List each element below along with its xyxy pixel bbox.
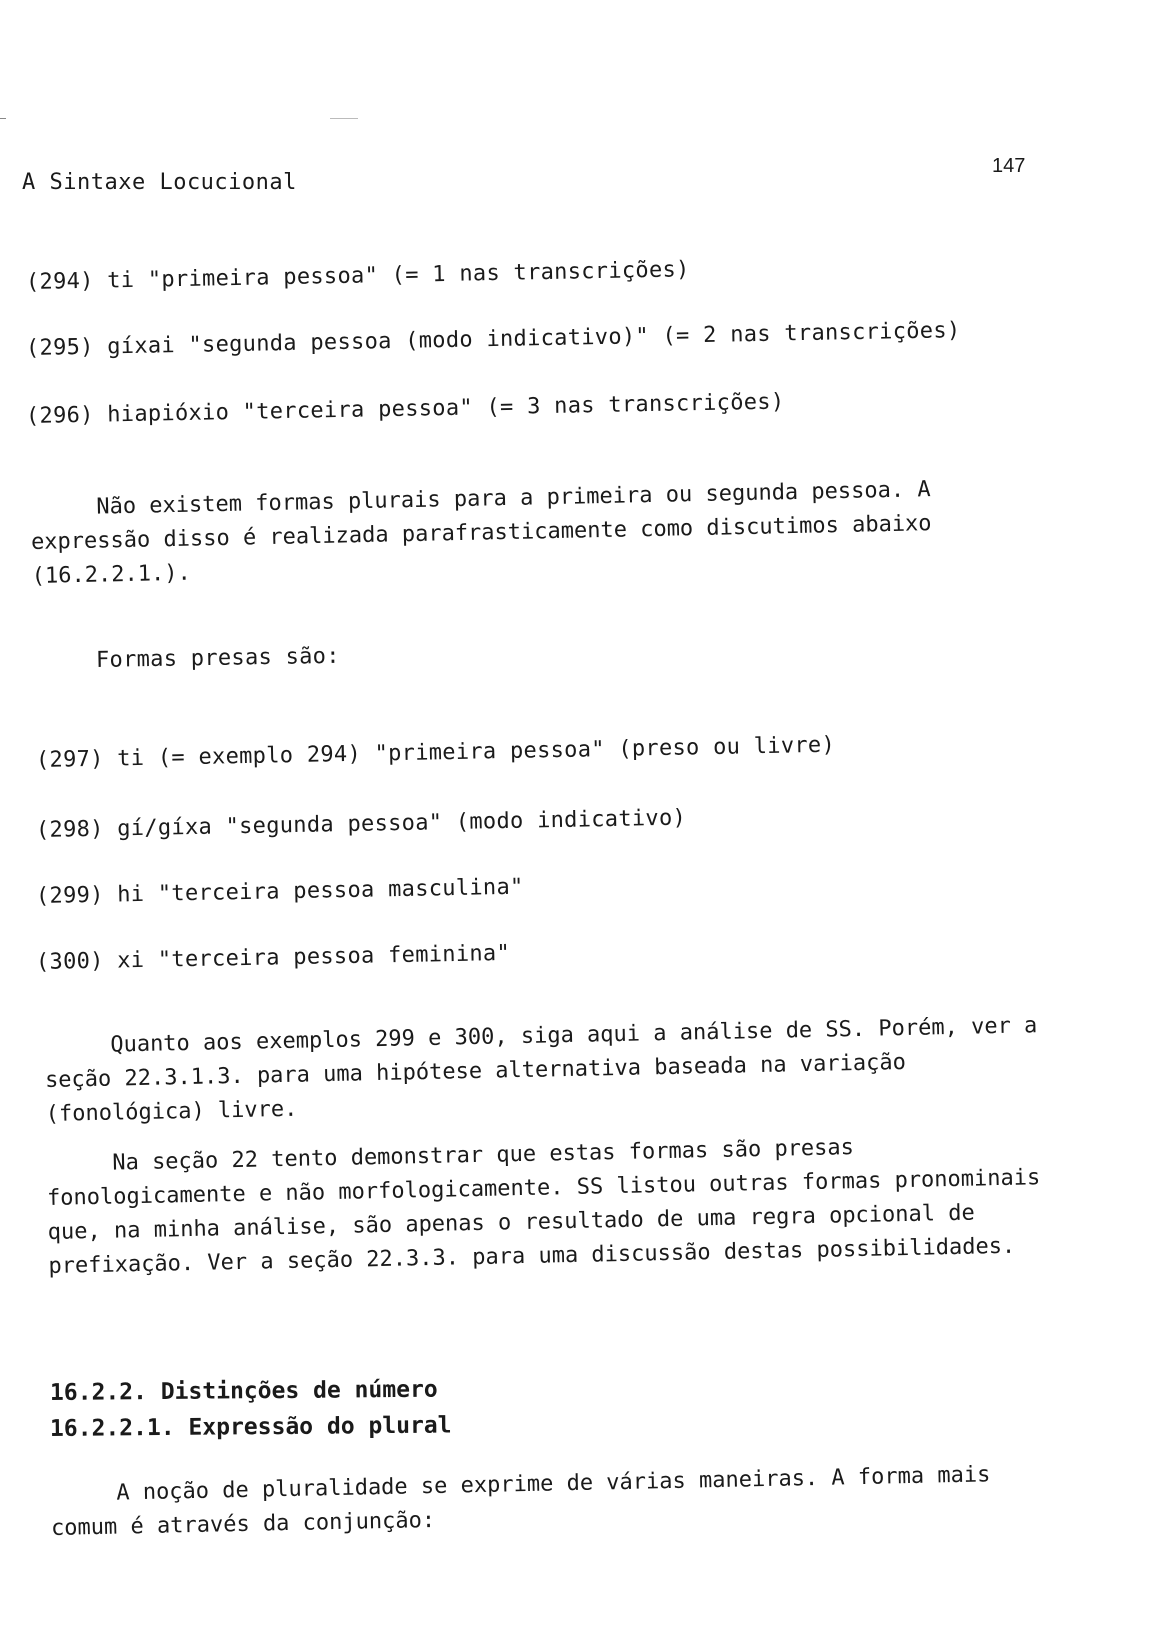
- example-294: (294) ti "primeira pessoa" (= 1 nas transcrições): [25, 257, 690, 295]
- paragraph-line: fonologicamente e não morfologicamente. SS listou outras formas pronominais: [46, 1165, 1041, 1211]
- example-299: (299) hi "terceira pessoa masculina": [35, 874, 524, 909]
- paragraph-line: prefixação. Ver a seção 22.3.3. para uma discussão destas possibilidades.: [48, 1233, 1016, 1279]
- example-300: (300) xi "terceira pessoa feminina": [35, 940, 511, 975]
- paragraph-line: (fonológica) livre.: [45, 1096, 298, 1127]
- formas-presas-label: Formas presas são:: [95, 643, 340, 673]
- example-296: (296) hiapióxio "terceira pessoa" (= 3 nas transcrições): [25, 389, 785, 429]
- paragraph-line: Na seção 22 tento demonstrar que estas formas são presas: [112, 1135, 855, 1176]
- paragraph-plural-forms: [30, 471, 1050, 594]
- page-number: 147: [992, 155, 1026, 177]
- paragraph-line: Não existem formas plurais para a primeira ou segunda pessoa. A: [96, 477, 931, 520]
- paragraph-line: A noção de pluralidade se exprime de várias maneiras. A forma mais: [116, 1462, 991, 1506]
- paragraph-line: expressão disso é realizada parafrasticamente como discutimos abaixo: [30, 511, 932, 555]
- paragraph-examples-analysis: [44, 1009, 1058, 1132]
- paragraph-line: Quanto aos exemplos 299 e 300, siga aqui a análise de SS. Porém, ver a: [110, 1013, 1038, 1058]
- scan-mark: [330, 118, 358, 119]
- paragraph-section-22: [46, 1127, 1061, 1284]
- example-298: (298) gí/gíxa "segunda pessoa" (modo indicativo): [35, 805, 687, 843]
- paragraph-line: (16.2.2.1.).: [31, 560, 191, 589]
- example-295: (295) gíxai "segunda pessoa (modo indicativo)" (= 2 nas transcrições): [25, 318, 961, 361]
- subsection-heading: 16.2.2.1. Expressão do plural: [49, 1412, 452, 1442]
- example-297: (297) ti (= exemplo 294) "primeira pessoa" (preso ou livre): [35, 732, 836, 773]
- scan-mark: [0, 118, 6, 119]
- paragraph-line: seção 22.3.1.3. para uma hipótese alternativa baseada na variação: [44, 1049, 907, 1093]
- running-header-title: A Sintaxe Locucional: [22, 170, 297, 195]
- paragraph-line: comum é através da conjunção:: [50, 1507, 436, 1541]
- section-heading: 16.2.2. Distinções de número: [49, 1376, 438, 1406]
- paragraph-plural-notion: [50, 1457, 1065, 1546]
- paragraph-line: que, na minha análise, são apenas o resultado de uma regra opcional de: [47, 1200, 975, 1245]
